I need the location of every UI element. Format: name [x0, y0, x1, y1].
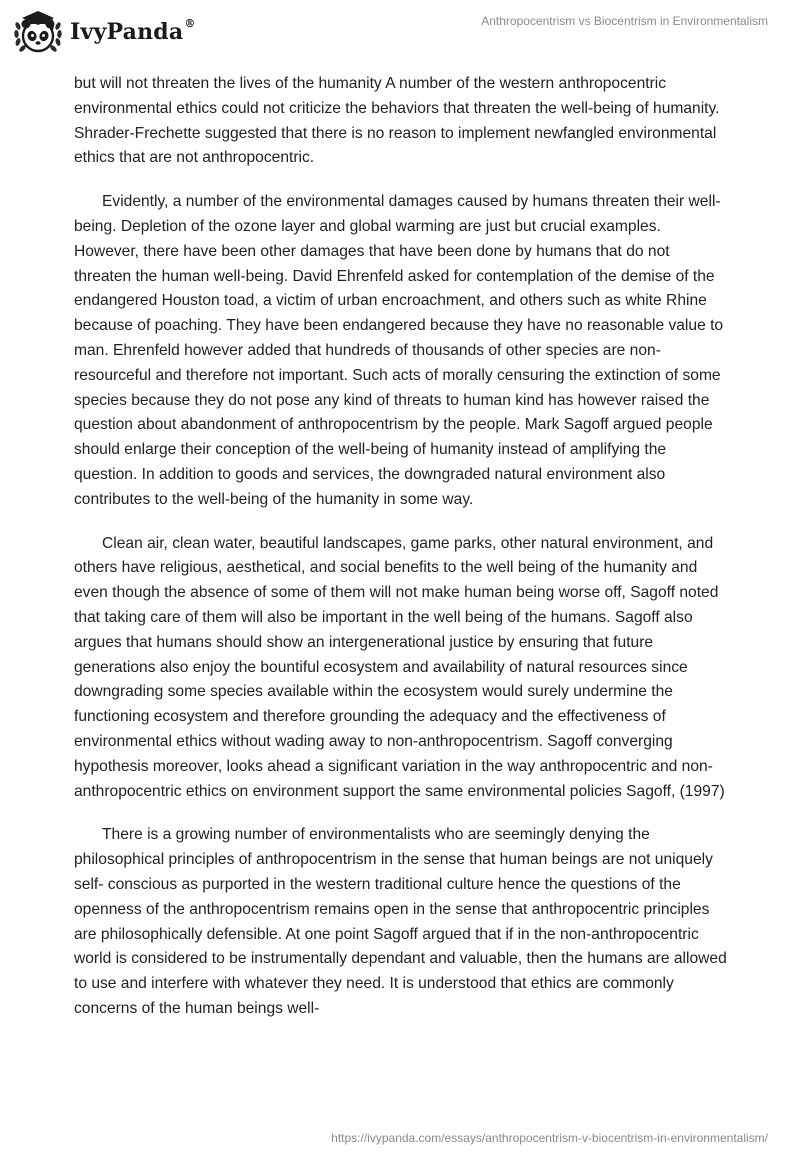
essay-body [74, 72, 729, 1041]
logo-name: IvyPanda [70, 19, 184, 45]
logo-registered-mark: ® [184, 17, 196, 30]
document-title: Anthropocentrism vs Biocentrism in Environmentalism [481, 14, 768, 28]
logo-wordmark [70, 19, 196, 45]
source-url[interactable]: https://ivypanda.com/essays/anthropocentrism-v-biocentrism-in-environmentalism/ [331, 1131, 768, 1145]
paragraph: Clean air, clean water, beautiful landscapes, game parks, other natural environment, and others have religious, aesthetical, and social benefits to the well being of the humanity and even though the absence of some of them will not make human being worse off, Sagoff noted that taking care of them will also be important in the well being of the humans. Sagoff also argues that humans should show an intergenerational justice by ensuring that future generations also enjoy the bountiful ecosystem and availability of natural resources since downgrading some species available within the ecosystem would surely undermine the functioning ecosystem and therefore grounding the adequacy and the effectiveness of environmental ethics without wading away to non-anthropocentrism. Sagoff converging hypothesis moreover, looks ahead a significant variation in the way anthropocentric and non-anthropocentric ethics on environment support the same environmental policies Sagoff, (1997) [74, 534, 725, 800]
paragraph: but will not threaten the lives of the humanity A number of the western anthropocentric environmental ethics could not criticize the behaviors that threaten the well-being of humanity. Shrader-Frechette suggested that there is no reason to implement newfangled environmental ethics that are not anthropocentric. [74, 75, 720, 167]
ivypanda-logo[interactable] [12, 8, 196, 56]
panda-graduation-cap-icon [12, 8, 64, 56]
paragraph: Evidently, a number of the environmental damages caused by humans threaten their well-being. Depletion of the ozone layer and global warming are just but crucial examples. However, there have been other damages that have been done by humans that do not threaten the human well-being. David Ehrenfeld asked for contemplation of the demise of the endangered Houston toad, a victim of urban encroachment, and others such as white Rhine because of poaching. They have been endangered because they have no reasonable value to man. Ehrenfeld however added that hundreds of thousands of other species are non-resourceful and therefore not important. Such acts of morally censuring the extinction of some species because they do not pose any kind of threats to human kind has however raised the question about abandonment of anthropocentrism by the people. Mark Sagoff argued people should enlarge their conception of the well-being of humanity instead of amplifying the question. In addition to goods and services, the downgraded natural environment also contributes to the well-being of the humanity in some way. [74, 193, 724, 508]
page-header [0, 0, 800, 64]
paragraph: There is a growing number of environmentalists who are seemingly denying the philosophical principles of anthropocentrism in the sense that human beings are not uniquely self- conscious as purported in the western traditional culture hence the questions of the openness of the anthropocentrism remains open in the sense that anthropocentric principles are philosophically defensible. At one point Sagoff argued that if in the non-anthropocentric world is considered to be instrumentally dependant and valuable, then the humans are allowed to use and interfere with whatever they need. It is understood that ethics are commonly concerns of the human beings well- [74, 826, 727, 1017]
